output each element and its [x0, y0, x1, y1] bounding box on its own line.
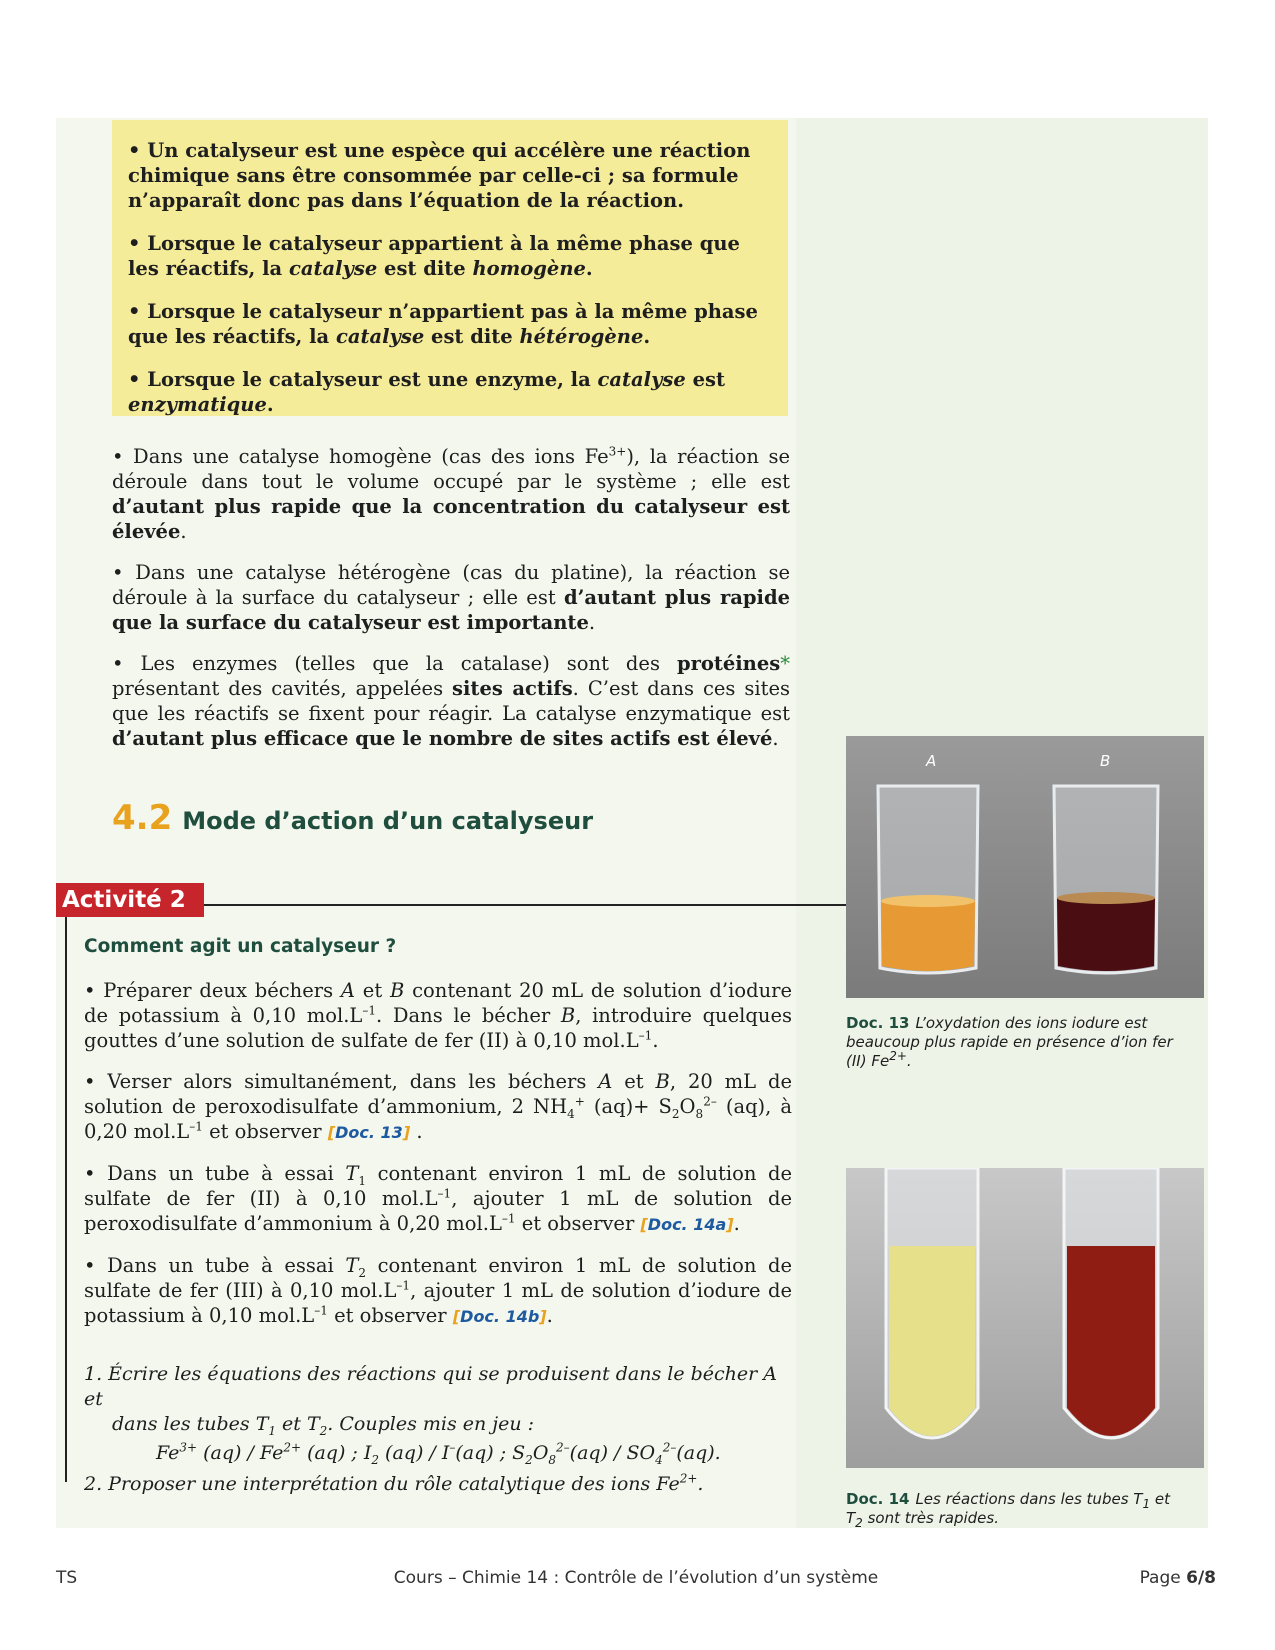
doc-13-reference[interactable]: [Doc. 13] [327, 1123, 411, 1142]
key-point-heterogeneous: • Lorsque le catalyseur n’appartient pas à la même phase que les réactifs, la catalyse est dite hétérogène. [128, 300, 758, 348]
beaker-label-b: B [1100, 752, 1111, 770]
beaker-a-liquid [881, 901, 975, 971]
key-points-box [112, 120, 788, 416]
key-point-homogeneous: • Lorsque le catalyseur appartient à la même phase que les réactifs, la catalyse est dite homogène. [128, 232, 740, 280]
redox-couples: $Fe^{3+}$ $(aq) / Fe^{2+}$ (aq) ; $I_2$ (aq) / I–(aq) ; $S_2O_8^{2-}(aq) / SO_4^{2-}(aq)$. [156, 1440, 721, 1467]
question-1: 1. Écrire les équations des réactions qui se produisent dans le bécher A et [84, 1363, 777, 1410]
doc-13-photo [846, 736, 1204, 998]
step-tube-t1: • Dans un tube à essai $T_1$ contenant environ 1 mL de solution de sulfate de fer (II) à 0,10 $mol.L^{-1}$, ajouter 1 mL de solution de peroxodisulfate d’ammonium à 0,20 $mol.L^{-1}$ et observer [Doc. 14a]. [84, 1162, 792, 1235]
beaker-label-a: A [926, 752, 937, 770]
test-tube-2 [1064, 1168, 1158, 1438]
doc-14-photo [846, 1168, 1204, 1468]
question-2: 2. Proposer une interprétation du rôle catalytique des ions $Fe^{2+}$. [84, 1471, 704, 1495]
test-tube-1 [886, 1168, 978, 1438]
section-heading [112, 798, 732, 842]
question-1-continued: dans les tubes $T_1$ et $T_2$. Couples mis en jeu : [112, 1413, 535, 1438]
footer-page-number: Page 6/8 [1139, 1568, 1216, 1588]
activity-question: Comment agit un catalyseur ? [84, 936, 397, 957]
catalysis-explanation [112, 444, 790, 767]
key-point-definition: • Un catalyseur est une espèce qui accélère une réaction chimique sans être consommée par celle-ci ; sa formule n’apparaît donc pas dans l’équation de la réaction. [128, 139, 751, 212]
doc-14-caption: Doc. 14 Les réactions dans les tubes $T_1$ et $T_2$ sont très rapides. [846, 1490, 1170, 1530]
doc-14b-reference[interactable]: [Doc. 14b] [452, 1307, 547, 1326]
activity-rule [204, 904, 849, 906]
step-prepare-beakers: • Préparer deux béchers A et B contenant 20 mL de solution d’iodure de potassium à 0,10 $mol.L^{-1}$. Dans le bécher B, introduire quelques gouttes d’une solution de sulfate de fer (II) à 0,10 $mol.L^{-1}$. [84, 979, 792, 1052]
paragraph-heterogeneous: • Dans une catalyse hétérogène (cas du platine), la réaction se déroule à la surface du catalyseur ; elle est d’autant plus rapide que la surface du catalyseur est importante. [112, 561, 790, 634]
beaker-a [878, 786, 978, 973]
page-footer [56, 1568, 1216, 1592]
beakers-illustration [846, 736, 1204, 998]
section-title: Mode d’action d’un catalyseur [182, 807, 594, 835]
step-pour-solution: • Verser alors simultanément, dans les béchers A et B, 20 mL de solution de peroxodisulfate d’ammonium, 2 $NH_4^+$ $(aq)+ S_2O_8^{2-}$ (aq), à 0,20 $mol.L^{-1}$ et observer [Doc. 13] . [84, 1070, 793, 1143]
activity-side-rule [65, 917, 67, 1482]
tube-1-liquid [889, 1246, 975, 1436]
activity-tab: Activité 2 [56, 883, 204, 917]
footer-title: Cours – Chimie 14 : Contrôle de l’évolution d’un système [393, 1568, 879, 1588]
footer-class: TS [56, 1568, 78, 1588]
doc-14a-reference[interactable]: [Doc. 14a] [640, 1215, 734, 1234]
activity-questions [84, 1362, 784, 1497]
tube-2-liquid [1067, 1246, 1155, 1436]
step-tube-t2: • Dans un tube à essai $T_2$ contenant environ 1 mL de solution de sulfate de fer (III) à 0,10 $mol.L^{-1}$, ajouter 1 mL de solution d’iodure de potassium à 0,10 $mol.L^{-1}$ et observer [Doc. 14b]. [84, 1254, 792, 1327]
paragraph-enzymes: • Les enzymes (telles que la catalase) sont des protéines* présentant des cavités, appelées sites actifs. C’est dans ces sites que les réactifs se fixent pour réagir. La catalyse enzymatique est d’autant plus efficace que le nombre de sites actifs est élevé. [112, 652, 791, 750]
key-point-enzymatic: • Lorsque le catalyseur est une enzyme, la catalyse est enzymatique. [128, 368, 725, 416]
section-number: 4.2 [112, 798, 173, 838]
activity-steps [84, 978, 792, 1345]
beaker-b-liquid [1057, 898, 1155, 971]
beaker-b [1054, 786, 1158, 973]
paragraph-homogeneous: • Dans une catalyse homogène (cas des ions $Fe^{3+}$), la réaction se déroule dans tout le volume occupé par le système ; elle est d’autant plus rapide que la concentration du catalyseur est élevée. [112, 444, 790, 543]
test-tubes-illustration [846, 1168, 1204, 1468]
doc-13-caption: Doc. 13 L’oxydation des ions iodure est beaucoup plus rapide en présence d’ion fer (II) $Fe^{2+}$. [846, 1014, 1173, 1070]
